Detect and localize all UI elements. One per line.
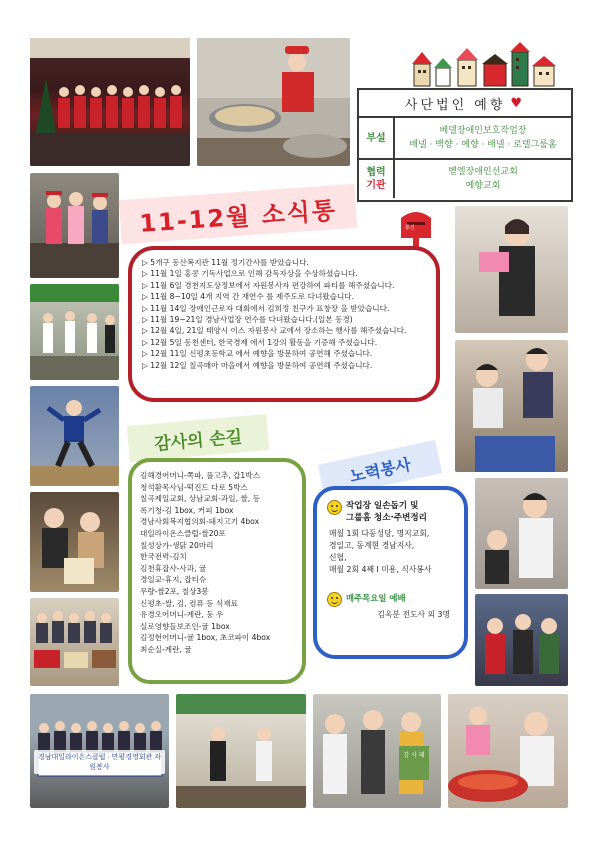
supplies-illustration <box>30 598 119 686</box>
plaque-text: 감 사 패 <box>403 752 425 759</box>
news-item: ▷ 12월 12일 칠곡매아 마을에서 예향을 방문하여 공연해 주셨습니다. <box>142 360 426 371</box>
photo-people-gifts <box>30 492 119 592</box>
news-item: ▷ 12월 11일 신평초등학교 에서 예향을 방문하여 공연해 주셨습니다. <box>142 348 426 359</box>
mailbox-label: 통신 <box>405 225 415 231</box>
heart-icon: ♥ <box>510 95 526 111</box>
photo-woman-award <box>455 206 568 333</box>
volunteer-line: 경일고, 동계현 경남지사, <box>329 541 415 550</box>
photo-chef-cooking <box>197 38 350 166</box>
news-item: ▷ 11월 14일 장애인근로자 대회에서 김희정 친구가 표창장 을 받았습니다. <box>142 303 426 314</box>
smiley-icon <box>327 500 342 515</box>
houses-decoration-icon <box>410 42 558 88</box>
chef-illustration <box>197 38 350 166</box>
news-title: 11-12월 소식통 <box>119 184 357 244</box>
donor-item: 청석환목사님-떡진드 다로 5박스 <box>140 482 248 492</box>
partner-1: 벧엘장애인선교회 <box>448 167 518 177</box>
donor-item: 록기청-김 1box, 커피 1box <box>140 505 234 515</box>
gifts-illustration <box>30 492 119 592</box>
donor-item: 경남사회복지협의회-돼지고기 4box <box>140 517 260 527</box>
volunteer-section2-body: 김옥분 전도사 외 3명 <box>377 610 450 619</box>
photo-two-performers <box>176 694 306 808</box>
photo-boy-dancing <box>30 386 119 486</box>
photo-youth-group <box>475 594 568 686</box>
news-item: ▷ 11월 8~10일 4개 지역 간 재연수 를 제주도로 다녀왔습니다. <box>142 291 426 302</box>
donor-item: 최순실-계란, 귤 <box>140 644 192 654</box>
photo-group-supplies <box>30 598 119 686</box>
news-item: ▷ 11월 1일 홍콩 기독사업으로 인해 감독자상을 수상하셨습니다. <box>142 268 426 279</box>
boy-dance-illustration <box>30 386 119 486</box>
donor-item: 칠곡제일교회, 상남교회-과일, 쌀, 등 <box>140 494 260 504</box>
photo-boys-studying <box>455 340 568 472</box>
org-partner-row <box>359 160 571 198</box>
volunteer-section1-title-1: 작업장 일손돕기 및 <box>346 501 419 511</box>
photo-children-singing <box>30 173 119 278</box>
donor-item: 무량-쌀2포, 칠상3봉 <box>140 586 209 596</box>
donor-item: 대일라이온스클럽-쌀20포 <box>140 528 226 538</box>
donor-item: 유경오어머니-계란, 둥 우 <box>140 610 224 620</box>
partner-2: 예향교회 <box>465 181 501 191</box>
volunteer-line: 신협, <box>329 553 347 562</box>
news-item: ▷ 12월 5일 동천센터, 한국경제 에서 1강의 활동을 기증해 주셨습니다. <box>142 337 426 348</box>
donor-item: 신평초-쌀, 김, 컴퓨 등 식재료 <box>140 598 238 608</box>
news-box <box>128 246 440 402</box>
man-woman-illustration <box>475 478 568 589</box>
photo-plaque-presentation <box>313 694 441 808</box>
partner-label-2: 기관 <box>366 180 386 191</box>
news-item: ▷ 11월 19~21일 경남사업장 연수를 다녀왔습니다.(일본 동경) <box>142 314 426 325</box>
org-title <box>359 90 571 118</box>
choir-illustration <box>30 38 190 166</box>
volunteer-section1-title-2: 그룹홈 청소·주변정리 <box>346 513 427 523</box>
kimchi-illustration <box>448 694 568 808</box>
donor-item: 김천휴잡사-사과, 귤 <box>140 563 207 573</box>
photo-kimchi-making <box>448 694 568 808</box>
affiliate-name: 베델장애인보호작업장 <box>439 126 527 136</box>
donor-item: 경일교-휴지, 잡티슈 <box>140 575 207 585</box>
dance-illustration <box>30 284 119 380</box>
banner-caption: 경남대일라이온스클럽 · 만평경영회관 자원봉사 <box>34 750 165 774</box>
volunteer-line: 매월 1회 다동성당, 명지교회, <box>329 529 430 538</box>
children-illustration <box>30 173 119 278</box>
performers-illustration <box>176 694 306 808</box>
donor-item: 김해경어머니-쪽파, 풀고추, 갑1박스 <box>140 471 260 480</box>
photo-man-woman <box>475 478 568 589</box>
volunteer-box <box>313 486 468 659</box>
affiliate-label: 부설 <box>359 118 395 158</box>
volunteer-section2-title: 매주목요일 예배 <box>346 593 406 603</box>
thanks-box <box>128 458 306 684</box>
award-illustration <box>455 206 568 333</box>
partner-label-1: 협력 <box>366 167 386 178</box>
thanks-title: 감사의 손길 <box>127 414 270 462</box>
photo-dance-group <box>30 284 119 380</box>
volunteer-title: 노력봉사 <box>318 440 442 498</box>
org-affiliate-row <box>359 118 571 160</box>
smiley-icon <box>327 592 342 607</box>
news-item: ▷ 11월 6일 경천지도상정보에서 자원봉사자 편강하여 파티를 해주셨습니다. <box>142 280 426 291</box>
volunteer-line: 매월 2회 4째 I 미용, 식사봉사 <box>329 565 432 574</box>
photo-lions-club-banner <box>30 694 169 808</box>
photo-choir-performance <box>30 38 190 166</box>
donor-item: 한국전력-김치 <box>140 552 187 562</box>
news-list <box>142 257 426 371</box>
donor-item: 실로영향들보조인-귤 1box <box>140 621 230 631</box>
youth-illustration <box>475 594 568 686</box>
org-info-box <box>357 88 573 202</box>
news-item: ▷ 12월 4일, 21일 태양시 이스 자원봉사 교에서 장소하는 행사를 해주셨습니다. <box>142 325 426 336</box>
news-item: ▷ 5개구 동산복지관 11월 정기간사를 받았습니다. <box>142 257 426 268</box>
donor-item: 칠성상가-생닭 20마리 <box>140 540 214 550</box>
donor-item: 김정현어머니-귤 1box, 초코파이 4box <box>140 633 271 643</box>
study-illustration <box>455 340 568 472</box>
affiliate-products: 배넬 · 백향 · 예향 · 배넬 · 로델그룹홈 <box>409 140 557 150</box>
org-name: 사단법인 예향 <box>404 97 506 113</box>
